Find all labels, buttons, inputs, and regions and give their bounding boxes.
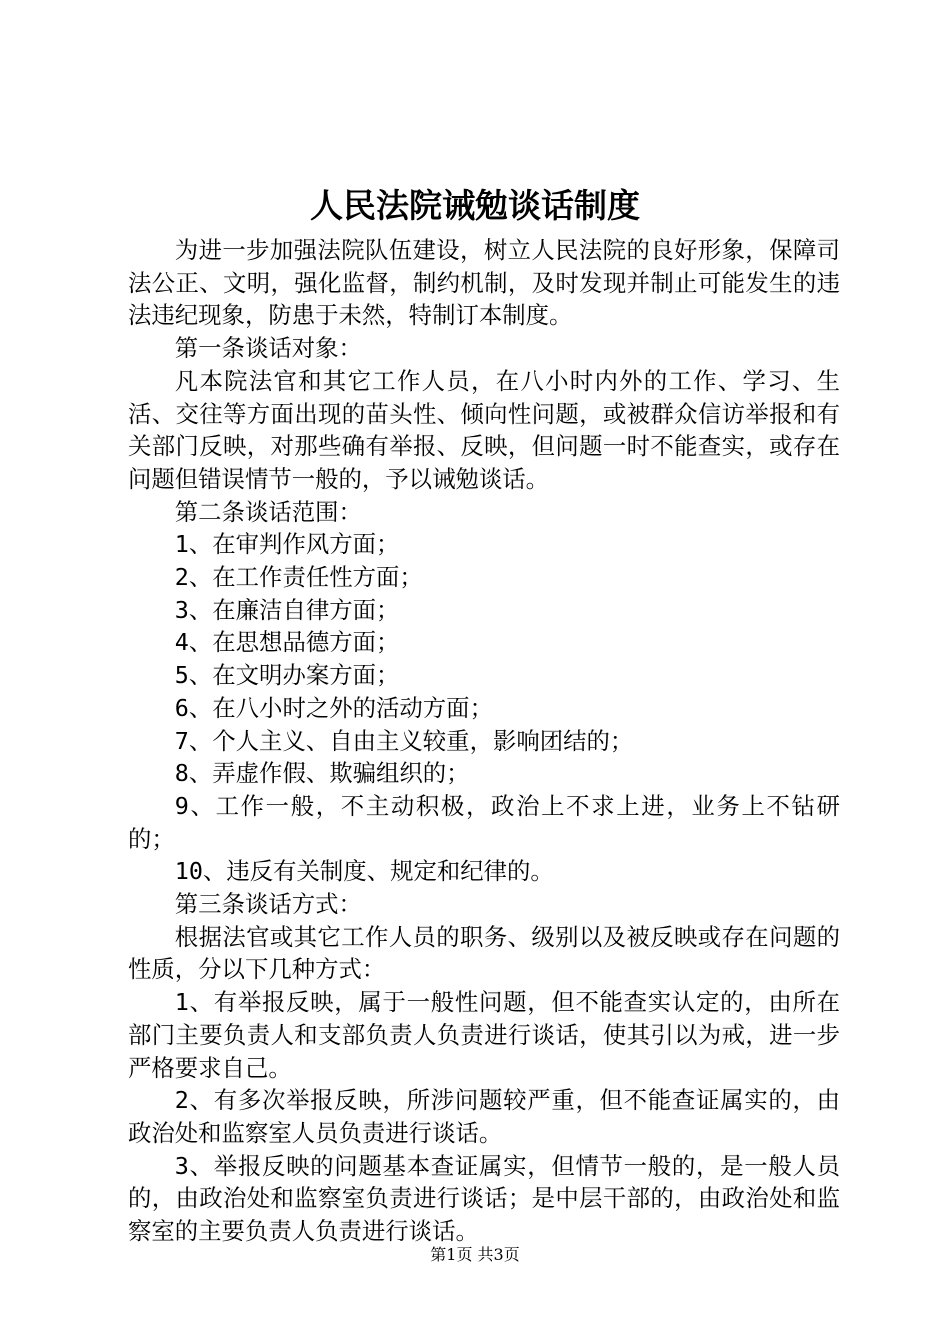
method-item: 1、有举报反映，属于一般性问题，但不能查实认定的，由所在部门主要负责人和支部负责人负责进行谈话，使其引以为戒，进一步严格要求自己。 xyxy=(128,988,840,1082)
page-footer: 第1页 共3页 xyxy=(430,1245,520,1264)
scope-item: 8、弄虚作假、欺骗组织的； xyxy=(174,759,470,788)
article-1-heading: 第一条谈话对象： xyxy=(174,334,362,363)
document-title: 人民法院诫勉谈话制度 xyxy=(310,186,640,225)
article-3-paragraph: 根据法官或其它工作人员的职务、级别以及被反映或存在问题的性质，分以下几种方式： xyxy=(128,922,840,984)
scope-item: 9、工作一般，不主动积极，政治上不求上进，业务上不钻研的； xyxy=(128,791,840,853)
scope-item: 3、在廉洁自律方面； xyxy=(174,595,400,624)
document-body xyxy=(128,234,840,1248)
scope-item: 10、违反有关制度、规定和纪律的。 xyxy=(174,857,554,886)
scope-item: 2、在工作责任性方面； xyxy=(174,563,423,592)
article-2-heading: 第二条谈话范围： xyxy=(174,497,362,526)
method-item: 3、举报反映的问题基本查证属实，但情节一般的，是一般人员的，由政治处和监察室负责进行谈话；是中层干部的，由政治处和监察室的主要负责人负责进行谈话。 xyxy=(128,1151,840,1246)
method-item: 2、有多次举报反映，所涉问题较严重，但不能查证属实的，由政治处和监察室人员负责进行谈话。 xyxy=(128,1086,840,1147)
scope-item: 6、在八小时之外的活动方面； xyxy=(174,693,493,722)
scope-item: 7、个人主义、自由主义较重，影响团结的； xyxy=(174,726,634,755)
article-3-heading: 第三条谈话方式： xyxy=(174,890,362,919)
intro-paragraph: 为进一步加强法院队伍建设，树立人民法院的良好形象，保障司法公正、文明，强化监督，制约机制，及时发现并制止可能发生的违法违纪现象，防患于未然，特制订本制度。 xyxy=(128,236,840,330)
scope-item: 5、在文明办案方面； xyxy=(174,661,400,690)
scope-item: 1、在审判作风方面； xyxy=(174,530,400,559)
scope-item: 4、在思想品德方面； xyxy=(174,628,400,657)
article-1-paragraph: 凡本院法官和其它工作人员，在八小时内外的工作、学习、生活、交往等方面出现的苗头性、倾向性问题，或被群众信访举报和有关部门反映，对那些确有举报、反映，但问题一时不能查实，或存在问题但错误情节一般的，予以诫勉谈话。 xyxy=(128,366,840,493)
